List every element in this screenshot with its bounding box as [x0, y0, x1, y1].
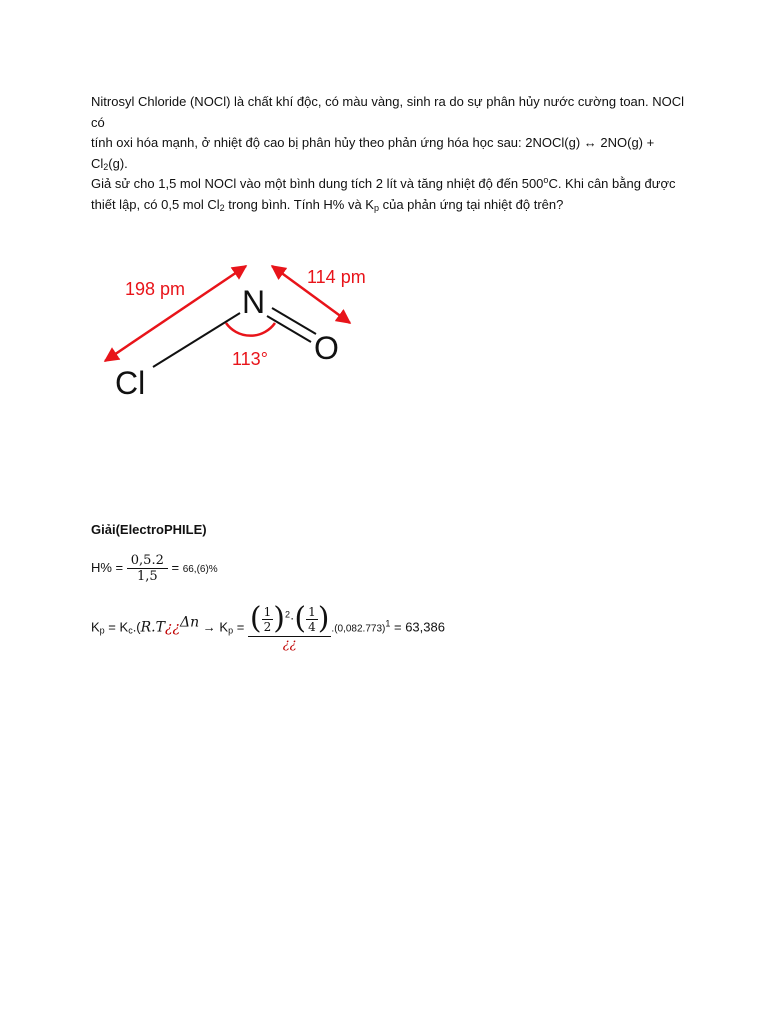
bond-angle-arc — [226, 323, 275, 336]
atom-cl: Cl — [115, 365, 146, 401]
problem-line-4: thiết lập, có 0,5 mol $Cl_2$ trong bình. Tính H% và $K_p$ của phản ứng tại nhiệt độ trên? — [91, 196, 564, 213]
n-o-bond-2 — [267, 316, 311, 342]
bond-angle-label: 113° — [232, 349, 268, 369]
problem-line-2: tính oxi hóa mạnh, ở nhiệt độ cao bị phân hủy theo phản ứng hóa học sau: 2NOCl(g) ↔ $2NO(g) + Cl_2(g)$. — [91, 135, 655, 172]
kp-result: = 63,386 — [390, 619, 445, 635]
yield-equation: H% = $\frac{0,5.2}{1,5}$ = 66,(6)% — [91, 553, 218, 584]
yield-result: 66,(6)% — [182, 563, 218, 575]
problem-line-1: Nitrosyl Chloride (NOCl) là chất khí độc, có màu vàng, sinh ra do sự phân hủy nước cường toan. NOCl có — [91, 94, 685, 130]
atom-n: N — [242, 284, 266, 320]
kp-fraction: ( $\frac{1}{2}$ )$^2$·( $\frac{1}{4}$ ) ¿¿ — [249, 601, 330, 652]
bond-length-cl-n: 198 pm — [125, 279, 186, 299]
bond-length-n-o: 114 pm — [307, 267, 366, 287]
kp-equation: $K_p$ = $K_c.(R.T¿¿^{\Delta n} \to K_p$ = ( $\frac{1}{2}$ )$^2$·( $\frac{1}{4}$ ) ¿¿ $.(0,082.773)^1 = 63,386$ — [91, 601, 445, 652]
problem-line-3: Giả sử cho 1,5 mol NOCl vào một bình dung tích 2 lít và tăng nhiệt độ đến 500$^o$C. Khi cân bằng được — [91, 175, 676, 191]
nocl-molecule-diagram — [95, 255, 370, 405]
solution-title: Giải(ElectroPHILE) — [91, 522, 207, 537]
equilibrium-arrow: ↔ — [583, 135, 597, 150]
yield-fraction: $\frac{0,5.2}{1,5}$ — [127, 553, 168, 584]
n-o-bond-1 — [272, 308, 316, 334]
problem-statement — [91, 92, 691, 215]
atom-o: O — [314, 330, 339, 366]
